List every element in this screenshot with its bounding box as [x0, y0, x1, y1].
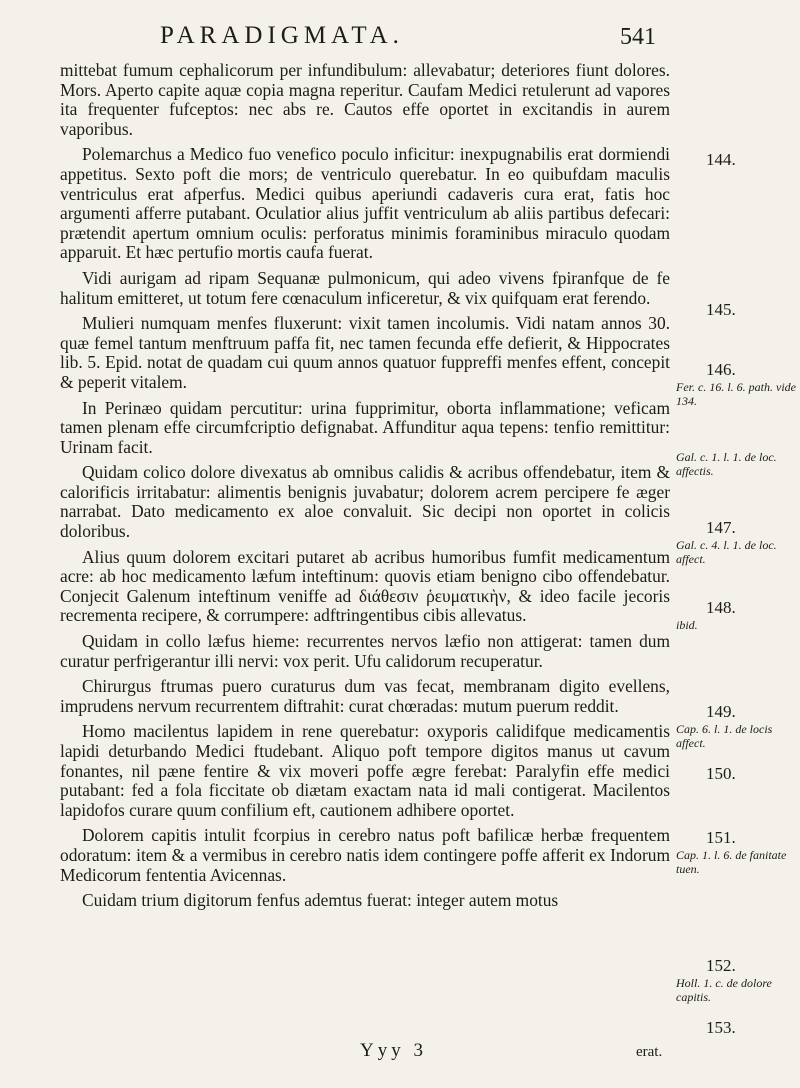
margin-note	[676, 598, 796, 632]
signature-mark: Yyy 3	[360, 1040, 427, 1061]
margin-note	[676, 300, 796, 320]
paragraph: Dolorem capitis intulit fcorpius in cerebro natus poft bafilicæ herbæ frequentem odoratum: item & a vermibus in cerebro natis idem contingere poffe afferit ex Indorum Medicorum fententia Avicennas.	[60, 825, 670, 885]
case-number: 150.	[706, 764, 736, 783]
margin-citation: Holl. 1. c. de dolore capitis.	[676, 976, 772, 1004]
catchword: erat.	[636, 1044, 663, 1060]
case-number: 146.	[706, 360, 736, 379]
page-number: 541	[620, 24, 656, 50]
case-number: 149.	[706, 702, 736, 721]
margin-citation: Cap. 1. l. 6. de fanitate tuen.	[676, 848, 787, 876]
margin-citation: ibid.	[676, 618, 698, 632]
paragraph: mittebat fumum cephalicorum per infundibulum: allevabatur; deteriores fiunt dolores. Mors. Aperto capite aquæ copia magna reperitur. Caufam Medici retulerunt ad vapores ita frequenter fufceptos: nec abs re. Cautos effe oportet in excitandis in aurem vaporibus.	[60, 60, 670, 139]
margin-citation: Gal. c. 1. l. 1. de loc. affectis.	[676, 450, 777, 478]
paragraph: Cuidam trium digitorum fenfus ademtus fuerat: integer autem motus	[82, 890, 559, 911]
paragraph: In Perinæo quidam percutitur: urina fupprimitur, oborta inflammatione; veficam tamen plenam effe circumfcriptio defignabat. Affunditur aqua tepens: tenfio remittitur: Urinam facit.	[60, 397, 670, 457]
margin-note	[676, 150, 796, 170]
case-number: 153.	[706, 1018, 736, 1037]
body-text	[60, 61, 670, 917]
margin-citation: Fer. c. 16. l. 6. path. vide 134.	[676, 380, 796, 408]
paragraph: Alius quum dolorem excitari putaret ab acribus humoribus fumfit medicamentum acre: ab hoc medicamento læfum inteftinum: quovis etiam benigno cibo offendebatur. Conjecit Galenum inteftinum veniffe ad διάθεσιν ῥευματικὴν, & ideo facile jecoris recrementa recipere, & corrumpere: adftringentibus cibis allevatus.	[60, 546, 670, 626]
margin-note	[676, 518, 796, 566]
case-number: 151.	[706, 828, 736, 847]
margin-note	[676, 764, 796, 784]
paragraph: Chirurgus ftrumas puero curaturus dum vas fecat, membranam digito evellens, imprudens nervum recurrentem diftrahit: curat chœradas: mutum puerum reddit.	[60, 676, 670, 716]
margin-citation: Cap. 6. l. 1. de locis affect.	[676, 722, 773, 750]
paragraph: Homo macilentus lapidem in rene querebatur: oxyporis calidifque medicamentis lapidi deturbando Medici ftudebant. Aliquo poft tempore digitos manus ut cavum fonantes, nil pæne fentire & vix moveri poffe ægre ferebat: Paralyfin effe medici putabant: fed a fola ficcitate ob diætam exactam nata id mali contigerat. Macilentos lapidofos curare quum confilium eft, cautionem adhibere oportet.	[60, 721, 670, 820]
margin-note	[676, 956, 796, 1004]
paragraph: Polemarchus a Medico fuo venefico poculo inficitur: inexpugnabilis erat dormiendi appetitus. Sexto poft die mors; de ventriculo querebatur. In eo quibufdam maculis ventriculus erat afperfus. Medici quibus aperiundi cadaveris cura erat, fatis hoc argumenti afferre putabant. Oculatior alius juffit ventriculum ab aliis partibus defecari: prætendit apertum omnium oculis: perforatus minimis foraminibus miraculo quodam apparuit. Et hæc pertufio mortis caufa fuerat.	[60, 144, 670, 263]
paragraph: Mulieri numquam menfes fluxerunt: vixit tamen incolumis. Vidi natam annos 30. quæ femel tantum menftruum paffa fit, nec tamen fecunda effe defierit, & Hippocrates lib. 5. Epid. notat de quadam cui quum annos quatuor fuppreffi menfes effent, concepit & peperit vitalem.	[60, 313, 670, 392]
margin-citation: Gal. c. 4. l. 1. de loc. affect.	[676, 538, 777, 566]
case-number: 148.	[706, 598, 736, 617]
paragraph: Quidam colico dolore divexatus ab omnibus calidis & acribus offendebatur, item & calorificis irritabatur: alimentis benignis juvabatur; dolorem acrem percipere fe æger narrabat. Dato medicamento ex aloe convaluit. Sic decipi non oportet in colicis doloribus.	[60, 462, 670, 542]
margin-note	[676, 828, 796, 876]
case-number: 147.	[706, 518, 736, 537]
margin-note	[676, 702, 796, 750]
margin-note	[676, 1018, 796, 1038]
case-number: 144.	[706, 150, 736, 169]
margin-note	[676, 360, 796, 408]
paragraph: Vidi aurigam ad ripam Sequanæ pulmonicum, qui adeo vivens fpiranfque de fe halitum emitteret, ut totum fere cœnaculum inficeretur, & vix quifquam erat ferendo.	[60, 267, 670, 308]
margin-note	[676, 450, 796, 478]
running-title: PARADIGMATA.	[160, 22, 404, 49]
case-number: 145.	[706, 300, 736, 319]
case-number: 152.	[706, 956, 736, 975]
paragraph: Quidam in collo læfus hieme: recurrentes nervos læfio non attigerat: tamen dum curatur perfrigerantur illi nervi: vox perit. Ufu calidorum recuperatur.	[60, 631, 670, 671]
